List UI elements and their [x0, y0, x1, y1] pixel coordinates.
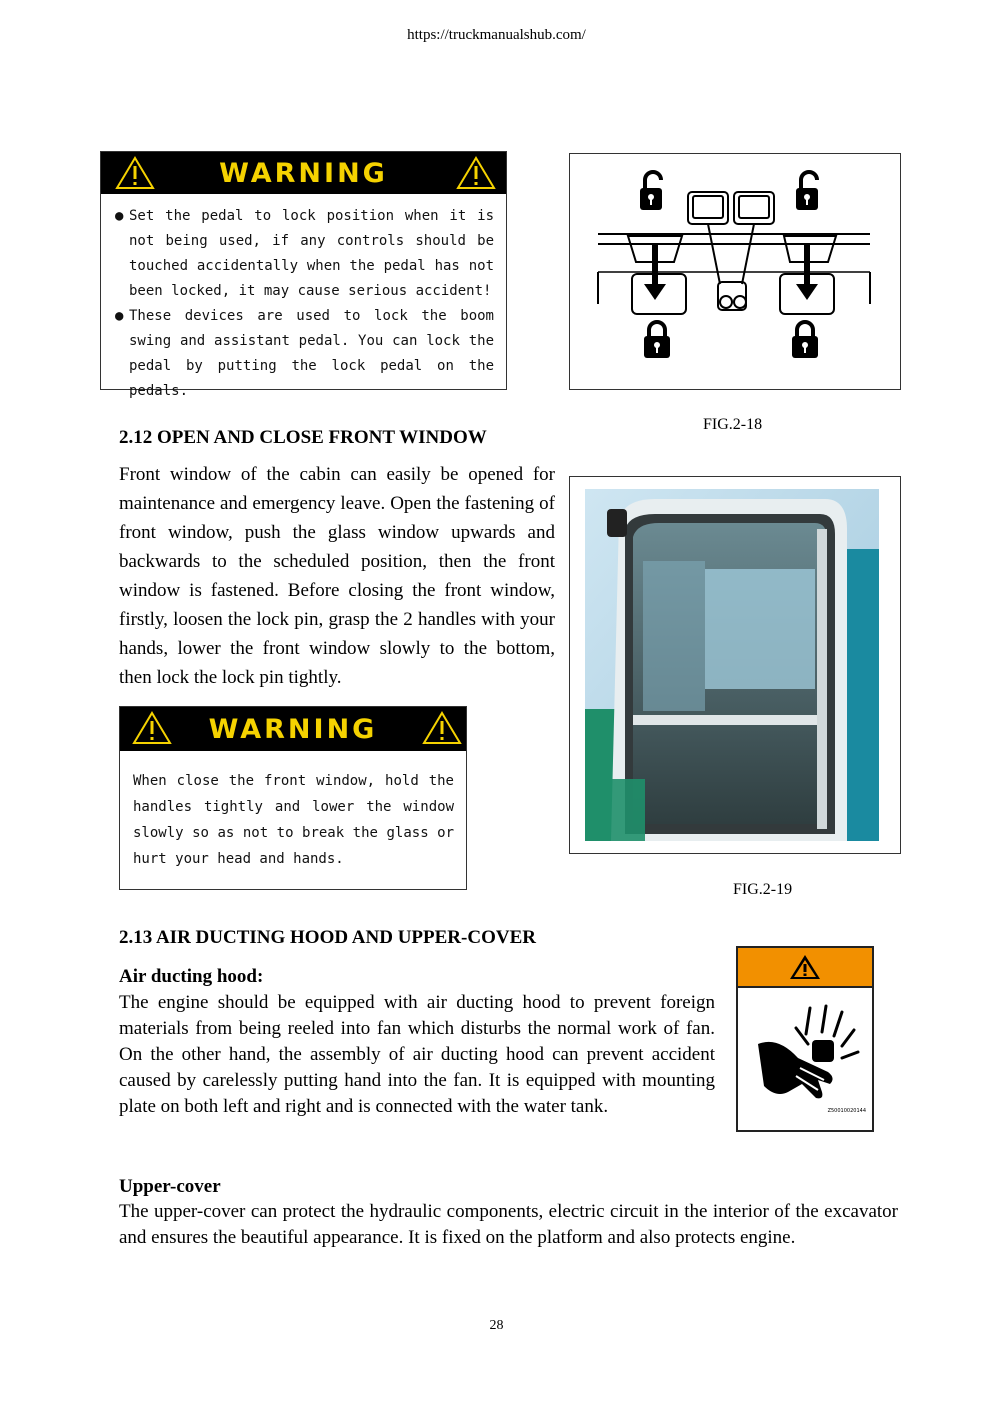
unlock-icon — [640, 172, 662, 210]
warning-bullet: ● Set the pedal to lock position when it is not being used, if any controls should be touched accidentally when the pedal has not been locked, it may cause serious accident! — [115, 204, 494, 304]
decal-header — [738, 948, 872, 988]
section-body: Front window of the cabin can easily be opened for maintenance and emergency leave. Open the fastening of front window, push the glass window upwards and backwards to the scheduled position, then the front window is fastened. Before closing the front window, firstly, loosen the lock pin, grasp the 2 handles with your hands, lower the front window slowly to the bottom, then lock the lock pin tightly. — [119, 464, 555, 688]
warning-title: WARNING — [219, 157, 388, 189]
header-url[interactable]: https://truckmanualshub.com/ — [407, 27, 586, 43]
section-body: The upper-cover can protect the hydraulic components, electric circuit in the interior of the excavator and ensures the beautiful appearance. It is fixed on the platform and also protects engine. — [119, 1201, 898, 1248]
warning-triangle-icon — [132, 711, 172, 745]
unlock-icon — [796, 172, 818, 210]
page-number: 28 — [489, 1318, 504, 1333]
warning-box-window — [119, 706, 467, 890]
warning-box-pedal — [100, 151, 507, 399]
figure-pedal-lock — [569, 153, 901, 390]
lock-icon — [792, 322, 818, 358]
decal-code: Z50010020144 — [827, 1108, 866, 1114]
warning-triangle-icon — [456, 156, 496, 190]
warning-triangle-icon — [788, 953, 822, 981]
figure-front-window — [569, 476, 901, 854]
figure-caption: FIG.2-19 — [733, 881, 793, 898]
warning-triangle-icon — [115, 156, 155, 190]
subheading: Upper-cover — [119, 1176, 221, 1197]
bullet-dot: ● — [115, 208, 124, 224]
section-heading: 2.12 OPEN AND CLOSE FRONT WINDOW — [119, 427, 487, 448]
warning-bullet: ● These devices are used to lock the boom swing and assistant pedal. You can lock the pedal by putting the lock pedal on the pedals. — [115, 304, 494, 404]
bullet-dot: ● — [115, 308, 124, 324]
subheading: Air ducting hood: — [119, 966, 264, 987]
warning-banner — [101, 152, 506, 194]
section-body: The engine should be equipped with air ducting hood to prevent foreign materials from being reeled into fan which disturbs the normal work of fan. On the other hand, the assembly of air ducting hood can prevent accident caused by carelessly putting hand into the fan. It is equipped with mounting plate on both left and right and is connected with the water tank. — [119, 992, 715, 1117]
warning-banner — [120, 707, 466, 751]
section-heading: 2.13 AIR DUCTING HOOD AND UPPER-COVER — [119, 927, 536, 948]
figure-caption: FIG.2-18 — [703, 416, 763, 433]
warning-text: When close the front window, hold the handles tightly and lower the window slowly so as not to break the glass or hurt your head and hands. — [133, 773, 454, 867]
lock-icon — [644, 322, 670, 358]
cabin-window-photo — [585, 489, 879, 841]
warning-title: WARNING — [208, 713, 378, 745]
fan-entanglement-icon — [738, 988, 872, 1118]
fan-hazard-decal — [736, 946, 874, 1132]
warning-triangle-icon — [422, 711, 462, 745]
pedal-lock-illustration — [570, 154, 900, 389]
